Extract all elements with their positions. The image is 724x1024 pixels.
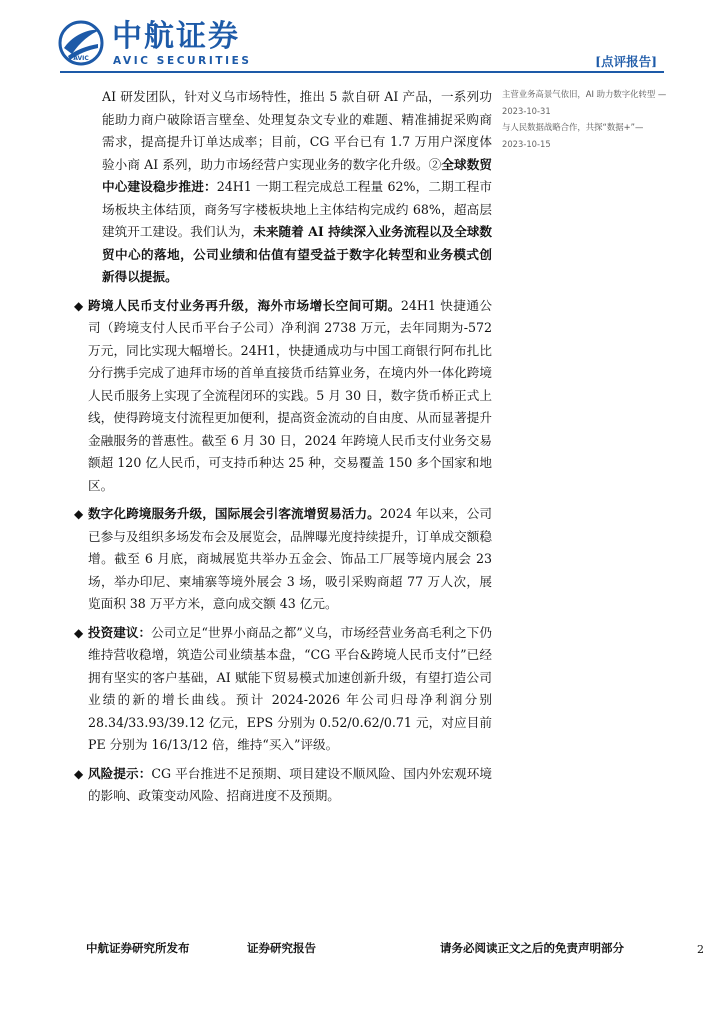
paragraph-lead: 数字化跨境服务升级，国际展会引客流增贸易活力。 — [88, 506, 380, 521]
paragraph-lead: 跨境人民币支付业务再升级，海外市场增长空间可期。 — [88, 297, 401, 313]
logo-mark-text: AVIC — [73, 55, 89, 62]
paragraph-text: 2024 年以来，公司已参与及组织多场发布会及展览会，品牌曝光度持续提升，订单成交额稳增。截至 6 月底，商城展览共举办五金会、饰品工厂展等境内展会 23 场，举办印尼、柬埔寨等境外展会 3 场，吸引采购商超 77 万人次，展览面积 38 万平方米，意向成交额 43 亿元。 — [88, 506, 492, 611]
paragraph-ai-and-trade-center — [72, 86, 492, 289]
related-report-date: 2023-10-31 — [502, 105, 551, 116]
paragraph-lead: 风险提示： — [88, 765, 152, 781]
paragraph-digital-services — [72, 503, 492, 616]
diamond-bullet-icon: ◆ — [74, 298, 84, 313]
paragraph-text: 公司立足“世界小商品之都”义乌，市场经营业务高毛利之下仍维持营收稳增，筑造公司业绩基本盘，“CG 平台&跨境人民币支付”已经拥有坚实的客户基础，AI 赋能下贸易模式加速创新升级，有望打造公司业绩的新的增长曲线。预计 2024-2026 年公司归母净利润分别 28.34/33.93/39.12 亿元，EPS 分别为 0.52/0.62/0.71 元，对应目前 PE 分别为 16/13/12 倍，维持“买入”评级。 — [88, 624, 493, 752]
diamond-bullet-icon: ◆ — [74, 507, 84, 521]
report-body — [72, 86, 492, 814]
footer-report-label: 证券研究报告 — [247, 941, 316, 955]
brand-name-cn: 中航证券 — [112, 19, 240, 54]
footer-publisher: 中航证券研究所发布 — [86, 941, 190, 955]
avic-logo-icon — [58, 20, 104, 66]
paragraph-risk-warning — [72, 763, 492, 808]
paragraph-investment-advice — [72, 622, 492, 757]
paragraph-text: CG 平台推进不足预期、项目建设不顺风险、国内外宏观环境的影响、政策变动风险、招商进度不及预期。 — [88, 765, 493, 803]
paragraph-bold-text: 全球数贸中心建设稳步推进： — [102, 156, 493, 194]
paragraph-text: AI 研发团队，针对义乌市场特性，推出 5 款自研 AI 产品，一系列功能助力商户破除语言壁垒、处理复杂文专业的难题、精准捕捉采购商需求，提高提升订单达成率；目前，CG 平台已有 1.7 万用户深度体验小商 AI 系列，助力市场经营户实现业务的数字化升级。② — [102, 89, 492, 172]
related-reports — [502, 86, 687, 152]
diamond-bullet-icon: ◆ — [74, 766, 84, 781]
page-number: 2 — [697, 943, 704, 956]
brand-name-en: AVIC SECURITIES — [113, 55, 252, 67]
paragraph-bold-text: 未来随着 AI 持续深入业务流程以及全球数贸中心的落地，公司业绩和估值有望受益于数字化转型和业务模式创新得以提振。 — [102, 224, 492, 284]
paragraph-lead: 投资建议： — [88, 624, 152, 640]
paragraph-text: 24H1 快捷通公司（跨境支付人民币平台子公司）净利润 2738 万元，去年同期为-572 万元，同比实现大幅增长。24H1，快捷通成功与中国工商银行阿布扎比分行携手完成了迪拜市场的首单直接货币结算业务，在境内外一体化跨境人民币服务上实现了全流程闭环的实践。5 月 30 日，数字货币桥正式上线，使得跨境支付流程更加便利，提高资金流动的自由度、从而显著提升金融服务的普惠性。截至 6 月 30 日，2024 年跨境人民币支付业务交易额超 120 亿人民币，可支持币种达 25 种，交易覆盖 150 多个国家和地区。 — [88, 297, 493, 493]
related-report-date: 2023-10-15 — [502, 138, 551, 149]
related-report-title[interactable]: 与人民数据战略合作，共探“数据+”— — [502, 122, 644, 132]
related-report-title[interactable]: 主营业务高景气依旧，AI 助力数字化转型 — — [502, 89, 667, 99]
footer-disclaimer-note: 请务必阅读正文之后的免责声明部分 — [440, 941, 624, 955]
report-type-label: [点评报告] — [595, 54, 657, 69]
diamond-bullet-icon: ◆ — [74, 625, 84, 640]
header-divider — [60, 71, 664, 73]
paragraph-cross-border-payment — [72, 295, 492, 498]
paragraph-text: 24H1 一期工程完成总工程量 62%，二期工程市场板块主体结顶，商务写字楼板块地上主体结构完成约 68%，超高层建筑开工建设。我们认为， — [102, 179, 492, 239]
